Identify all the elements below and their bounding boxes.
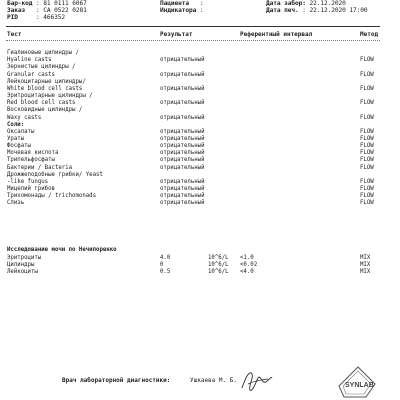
doctor-name: Ушкаева М. Б. bbox=[190, 377, 237, 384]
table-row bbox=[0, 72, 400, 79]
table-row bbox=[0, 86, 400, 93]
cell-result: отрицательный bbox=[160, 200, 205, 207]
table-row bbox=[0, 93, 400, 100]
cell-name: Дрожжеподобные грибки/ Yeast bbox=[7, 171, 103, 178]
cell-reference: <1.0 bbox=[240, 255, 254, 261]
cell-name: Эритроцитарные цилиндры / bbox=[7, 93, 93, 100]
table-row bbox=[0, 255, 400, 262]
table-row bbox=[0, 150, 400, 157]
cell-method: FLOW bbox=[360, 100, 374, 107]
column-method: Метод bbox=[360, 31, 379, 38]
cell-method: MIX bbox=[360, 262, 371, 269]
cell-result: отрицательный bbox=[160, 135, 205, 142]
patient-field: Пациента : bbox=[160, 0, 204, 7]
cell-name: Восковидные цилиндры / bbox=[7, 107, 83, 114]
cell-method: FLOW bbox=[360, 143, 374, 150]
cell-result: отрицательный bbox=[160, 114, 205, 121]
cell-name: Фосфаты bbox=[7, 143, 31, 150]
table-row bbox=[0, 186, 400, 193]
cell-name: Мицелий грибов bbox=[7, 186, 55, 192]
cell-result: отрицательный bbox=[160, 150, 205, 157]
cell-method: FLOW bbox=[360, 57, 374, 64]
cell-name: Лейкоцитарные цилиндры/ bbox=[7, 78, 86, 85]
stamp-text: SYNLAB bbox=[345, 382, 374, 389]
table-row bbox=[0, 100, 400, 107]
cell-result: отрицательный bbox=[160, 100, 205, 107]
cell-unit: 10^6/L bbox=[208, 269, 229, 276]
table-row bbox=[0, 122, 400, 129]
cell-method: FLOW bbox=[360, 71, 374, 78]
synlab-stamp-icon bbox=[336, 364, 378, 400]
cell-result: отрицательный bbox=[160, 57, 205, 64]
cell-result: 0.5 bbox=[160, 269, 171, 276]
column-test: Тест bbox=[7, 31, 22, 38]
cell-name: White blood cell casts bbox=[7, 85, 83, 92]
table-row bbox=[0, 43, 400, 50]
cell-name: Мочевая кислота bbox=[7, 150, 59, 157]
collection-date-field: Дата забор: 22.12.2020 bbox=[266, 0, 346, 7]
indicator-field: Индикатора : bbox=[160, 7, 204, 14]
cell-name: -like fungus bbox=[7, 178, 49, 185]
cell-reference: <4.0 bbox=[240, 269, 254, 276]
cell-name: Hyaline casts bbox=[7, 57, 52, 64]
cell-name: Лейкоциты bbox=[7, 269, 38, 276]
cell-name: Бактерии / Bacteria bbox=[7, 164, 73, 171]
table-row bbox=[0, 165, 400, 172]
table-row bbox=[0, 57, 400, 64]
cell-method: FLOW bbox=[360, 157, 374, 164]
cell-name: Зернистые цилиндры / bbox=[7, 64, 76, 71]
cell-result: 0 bbox=[160, 262, 164, 269]
table-row bbox=[0, 200, 400, 207]
cell-method: FLOW bbox=[360, 114, 374, 121]
cell-name: Red blood cell casts bbox=[7, 100, 76, 107]
pid-field: PID : 466352 bbox=[7, 14, 66, 21]
header-rule bbox=[6, 26, 380, 27]
cell-method: MIX bbox=[360, 255, 371, 261]
cell-method: FLOW bbox=[360, 200, 374, 207]
table-row bbox=[0, 115, 400, 122]
cell-method: FLOW bbox=[360, 150, 374, 157]
signature-label: Врач лабораторной диагностики: bbox=[62, 377, 171, 384]
cell-unit: 10^6/L bbox=[208, 262, 229, 269]
section-title-nechiporenko: Исследование мочи по Нечипоренко bbox=[7, 247, 117, 253]
table-row bbox=[0, 136, 400, 143]
cell-result: отрицательный bbox=[160, 128, 205, 135]
table-row bbox=[0, 269, 400, 276]
cell-result: отрицательный bbox=[160, 85, 205, 92]
print-date-field: Дата печ. : 22.12.2020 17:00 bbox=[266, 7, 368, 14]
cell-unit: 10^6/L bbox=[208, 255, 229, 261]
table-row bbox=[0, 107, 400, 114]
barcode-field: Бар-код : 81 0111 6067 bbox=[7, 0, 87, 7]
order-field: Заказ : CA 0522 0281 bbox=[7, 7, 87, 14]
cell-name: Waxy casts bbox=[7, 114, 42, 121]
cell-result: отрицательный bbox=[160, 71, 205, 78]
table-row bbox=[0, 172, 400, 179]
cell-method: FLOW bbox=[360, 85, 374, 92]
cell-result: 4.0 bbox=[160, 255, 171, 261]
cell-name: Гиалиновые цилиндры / bbox=[7, 50, 79, 57]
table-row bbox=[0, 79, 400, 86]
cell-method: FLOW bbox=[360, 193, 374, 200]
table-row bbox=[0, 50, 400, 57]
cell-method: MIX bbox=[360, 269, 371, 276]
cell-method: FLOW bbox=[360, 135, 374, 142]
cell-name: Эритроциты bbox=[7, 255, 42, 261]
cell-result: отрицательный bbox=[160, 157, 205, 164]
column-reference: Референтный интервал bbox=[240, 31, 313, 38]
table-row bbox=[0, 64, 400, 71]
cell-name: Трихомонады / trichomonads bbox=[7, 193, 97, 200]
cell-name: Трипельфосфаты bbox=[7, 157, 55, 164]
cell-name: Слизь bbox=[7, 200, 25, 207]
column-result: Результат bbox=[160, 31, 193, 38]
cell-result: отрицательный bbox=[160, 143, 205, 150]
cell-name: Оксалаты bbox=[7, 128, 35, 135]
cell-method: FLOW bbox=[360, 128, 374, 135]
cell-result: отрицательный bbox=[160, 178, 205, 185]
handwritten-signature-icon bbox=[236, 366, 276, 394]
cell-result: отрицательный bbox=[160, 193, 205, 200]
table-header-divider bbox=[6, 40, 380, 41]
table-row bbox=[0, 179, 400, 186]
cell-method: FLOW bbox=[360, 186, 374, 192]
table-row bbox=[0, 157, 400, 164]
cell-method: FLOW bbox=[360, 178, 374, 185]
cell-result: отрицательный bbox=[160, 186, 205, 192]
cell-name: Соли: bbox=[7, 121, 25, 128]
cell-name: Granular casts bbox=[7, 71, 55, 78]
cell-name: Ураты bbox=[7, 135, 25, 142]
table-row bbox=[0, 193, 400, 200]
cell-name: Цилиндры bbox=[7, 262, 35, 269]
cell-result: отрицательный bbox=[160, 164, 205, 171]
cell-reference: <0.02 bbox=[240, 262, 258, 269]
table-row bbox=[0, 143, 400, 150]
cell-method: FLOW bbox=[360, 164, 374, 171]
table-row bbox=[0, 129, 400, 136]
table-row bbox=[0, 262, 400, 269]
